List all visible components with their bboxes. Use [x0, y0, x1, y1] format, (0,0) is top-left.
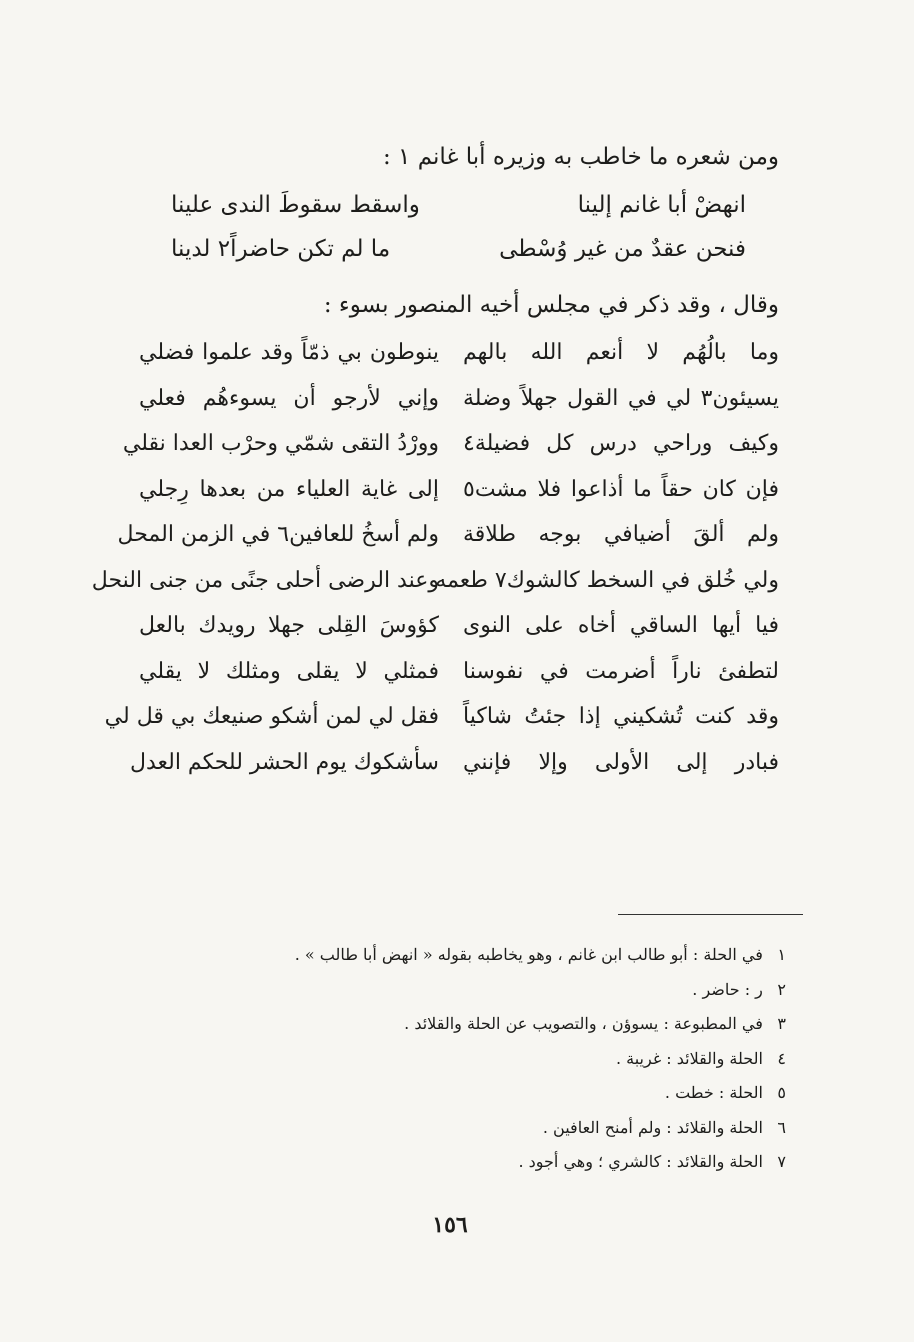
verse — [104, 700, 779, 746]
footnote-text: الحلة : خطت . — [664, 1083, 763, 1102]
verse-first-hemistich: فيا أيها الساقي أخاه على النوى — [463, 613, 779, 638]
verse — [122, 427, 779, 473]
footnote — [186, 1078, 786, 1113]
verse-first-hemistich: فبادر إلى الأولى وإلا فإنني — [463, 749, 779, 775]
verse-second-hemistich: ينوطون بي ذمّاً وقد علموا فضلي — [139, 340, 439, 365]
couplet-1-second-hemistich: واسقط سقوطَ الندى علينا — [171, 192, 420, 218]
intro-line-1: ومن شعره ما خاطب به وزيره أبا غانم ١ : — [382, 144, 779, 170]
verse-first-hemistich: وقد كنت تُشكيني إذا جئتُ شاكياً — [463, 704, 779, 729]
verse-first-hemistich: وما بالُهُم لا أنعم الله بالهم — [463, 340, 779, 365]
verse — [139, 382, 779, 428]
verse-first-hemistich: وكيف وراحي درس كل فضيلة٤ — [463, 431, 779, 456]
footnote-text: الحلة والقلائد : كالشري ؛ وهي أجود . — [518, 1152, 763, 1171]
verse-first-hemistich: لتطفئ ناراً أضرمت في نفوسنا — [463, 658, 779, 684]
page-number: ١٥٦ — [432, 1212, 468, 1238]
verse-second-hemistich: وعند الرضى أحلى جنًى من جنى النحل — [91, 567, 439, 593]
footnotes — [186, 940, 786, 1182]
intro-line-2: وقال ، وقد ذكر في مجلس أخيه المنصور بسوء : — [323, 292, 779, 318]
footnote-number: ٧ — [777, 1152, 786, 1171]
footnote-number: ٦ — [777, 1117, 786, 1137]
verse-second-hemistich: سأشكوك يوم الحشر للحكم العدل — [129, 749, 439, 775]
footnote-number: ١ — [777, 945, 786, 964]
verse — [139, 655, 779, 701]
verse — [139, 609, 779, 655]
verse-second-hemistich: فقل لي لمن أشكو صنيعك بي قل لي — [104, 704, 439, 729]
verse — [129, 746, 779, 792]
footnote-separator — [618, 914, 803, 915]
verse — [139, 473, 779, 519]
footnote — [186, 940, 786, 975]
couplet-1 — [171, 192, 746, 232]
verse-first-hemistich: ولي خُلق في السخط كالشوك٧ طعمه — [435, 567, 779, 593]
footnote — [186, 1113, 786, 1148]
footnote-text: في المطبوعة : يسوؤن ، والتصويب عن الحلة والقلائد . — [404, 1014, 763, 1033]
verse-first-hemistich: ولم ألقَ أضيافي بوجه طلاقة — [463, 522, 779, 547]
verse-second-hemistich: وإني لأرجو أن يسوءهُم فعلي — [139, 385, 439, 411]
couplet-2 — [171, 236, 746, 276]
verse-second-hemistich: فمثلي لا يقلى ومثلك لا يقلي — [139, 658, 439, 684]
verse-first-hemistich: فإن كان حقاً ما أذاعوا فلا مشت٥ — [463, 476, 779, 502]
verse — [139, 336, 779, 382]
verse-second-hemistich: وورْدُ التقى شمّي وحرْب العدا نقلي — [122, 431, 439, 456]
footnote-number: ٢ — [777, 979, 786, 999]
footnote-number: ٥ — [777, 1083, 786, 1102]
footnote-text: في الحلة : أبو طالب ابن غانم ، وهو يخاطبه بقوله « انهض أبا طالب » . — [294, 945, 763, 964]
verse-first-hemistich: يسيئون٣ لي في القول جهلاً وضلة — [463, 385, 779, 411]
footnote-text: الحلة والقلائد : ولم أمنح العافين . — [542, 1117, 763, 1137]
verse-second-hemistich: كؤوسَ القِلى جهلا رويدك بالعل — [139, 613, 439, 638]
footnote — [186, 1009, 786, 1044]
verse — [117, 518, 779, 564]
verse-second-hemistich: إلى غاية العلياء من بعدها رِجلي — [139, 476, 439, 502]
couplet-2-first-hemistich: فنحن عقدٌ من غير وُسْطى — [499, 236, 746, 262]
poem — [91, 336, 779, 791]
footnote — [186, 975, 786, 1010]
verse-second-hemistich: ولم أسخُ للعافين٦ في الزمن المحل — [117, 522, 439, 547]
couplet-2-second-hemistich: ما لم تكن حاضراً٢ لدينا — [171, 236, 391, 262]
footnote — [186, 1147, 786, 1182]
footnote — [186, 1044, 786, 1079]
footnote-number: ٣ — [777, 1014, 786, 1033]
footnote-number: ٤ — [777, 1048, 786, 1068]
footnote-text: ر : حاضر . — [692, 979, 763, 999]
footnote-text: الحلة والقلائد : غريبة . — [615, 1048, 763, 1068]
couplet-1-first-hemistich: انهضْ أبا غانم إلينا — [577, 192, 746, 218]
verse — [91, 564, 779, 610]
